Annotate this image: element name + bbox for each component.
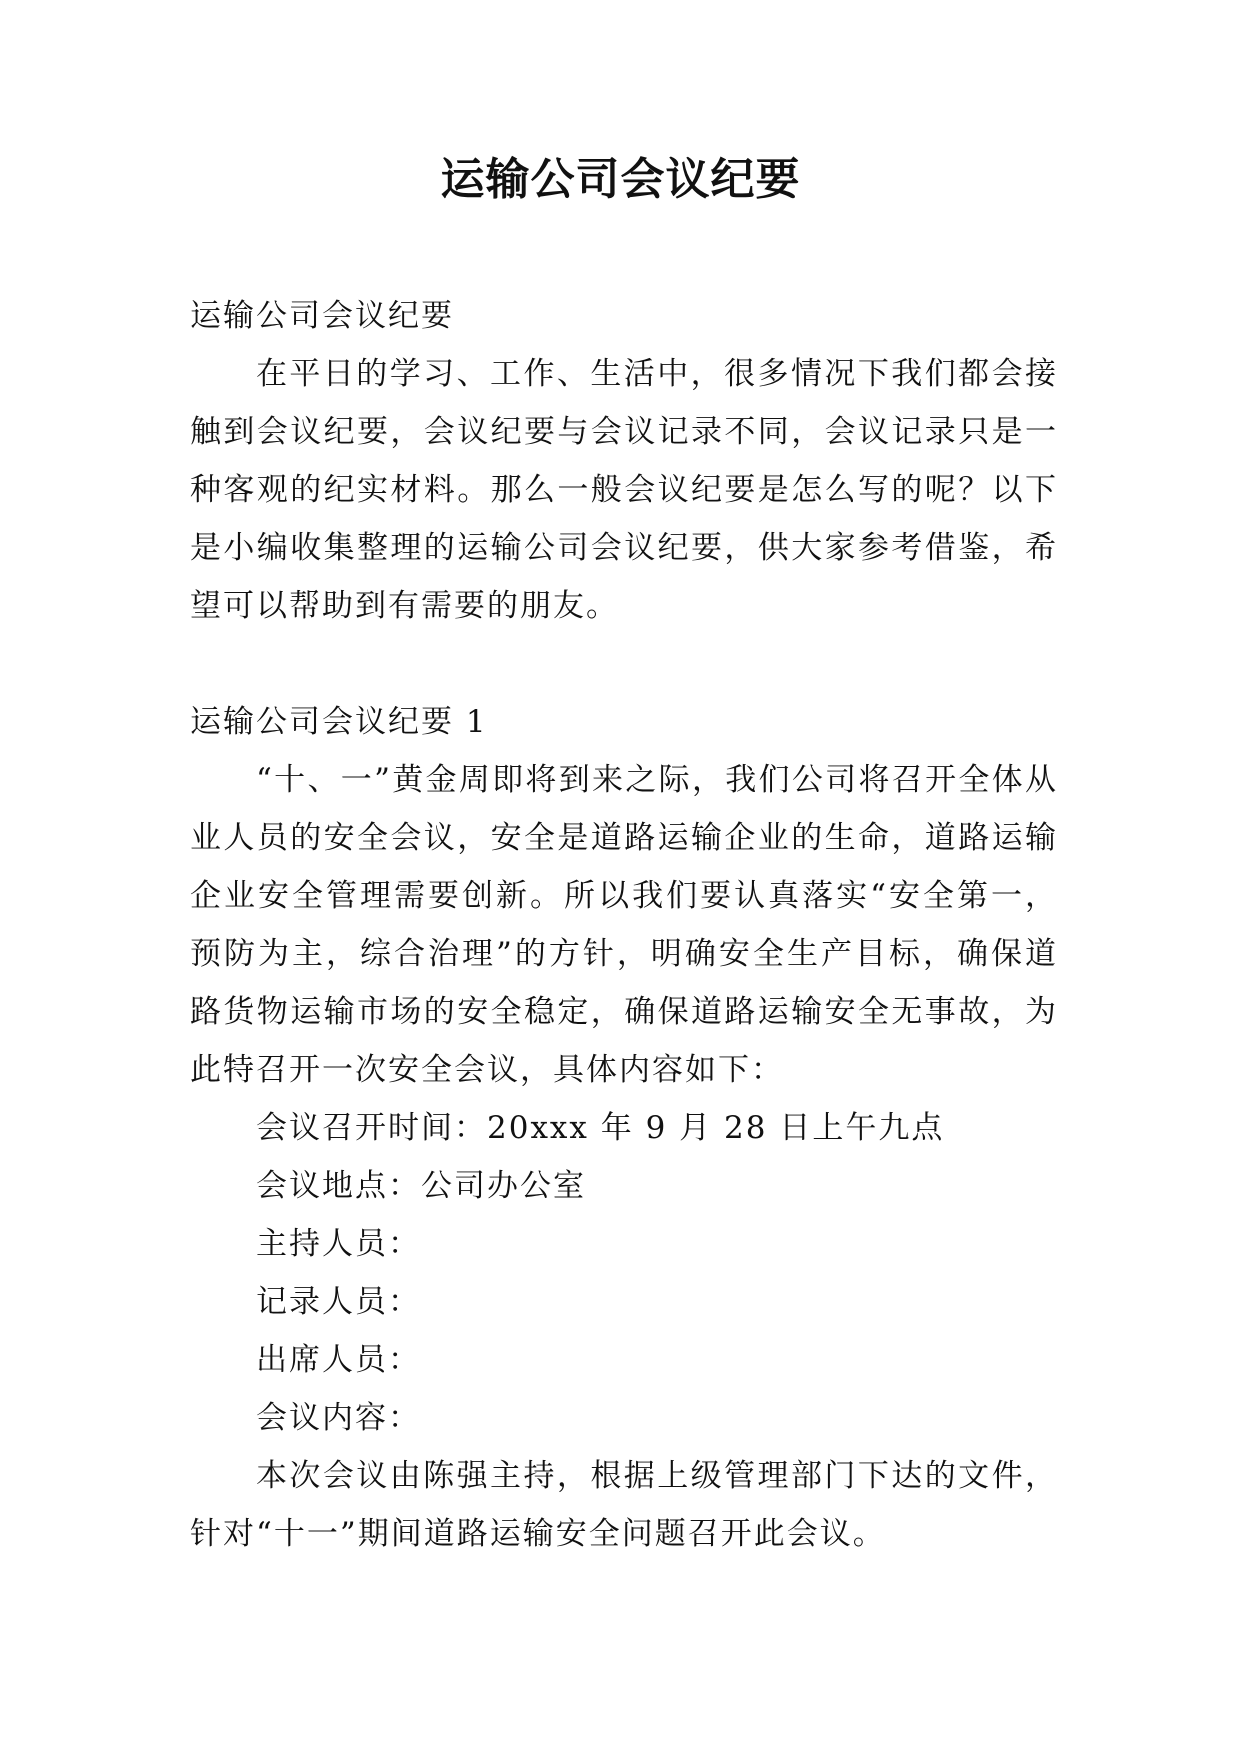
intro-paragraph: 在平日的学习、工作、生活中，很多情况下我们都会接触到会议纪要，会议纪要与会议记录不同，会议记录只是一种客观的纪实材料。那么一般会议纪要是怎么写的呢？以下是小编收集整理的运输公司会议纪要，供大家参考借鉴，希望可以帮助到有需要的朋友。 [190, 356, 1058, 624]
intro-heading: 运输公司会议纪要 [190, 298, 454, 334]
meeting-host: 主持人员： [256, 1226, 421, 1262]
meeting-time: 会议召开时间：20xxx 年 9 月 28 日上午九点 [256, 1110, 945, 1146]
section1-paragraph: “十、一”黄金周即将到来之际，我们公司将召开全体从业人员的安全会议，安全是道路运输企业的生命，道路运输企业安全管理需要创新。所以我们要认真落实“安全第一，预防为主，综合治理”的方针，明确安全生产目标，确保道路货物运输市场的安全稳定，确保道路运输安全无事故，为此特召开一次安全会议，具体内容如下： [190, 762, 1058, 1088]
document-title: 运输公司会议纪要 [440, 154, 801, 205]
document-body [190, 287, 1058, 1563]
closing-paragraph: 本次会议由陈强主持，根据上级管理部门下达的文件，针对“十一”期间道路运输安全问题召开此会议。 [190, 1458, 1058, 1552]
section1-heading: 运输公司会议纪要 1 [190, 704, 488, 740]
meeting-attendees: 出席人员： [256, 1342, 421, 1378]
meeting-place: 会议地点：公司办公室 [256, 1168, 586, 1204]
meeting-recorder: 记录人员： [256, 1284, 421, 1320]
meeting-content-label: 会议内容： [256, 1400, 421, 1436]
section-spacer [190, 635, 1058, 693]
